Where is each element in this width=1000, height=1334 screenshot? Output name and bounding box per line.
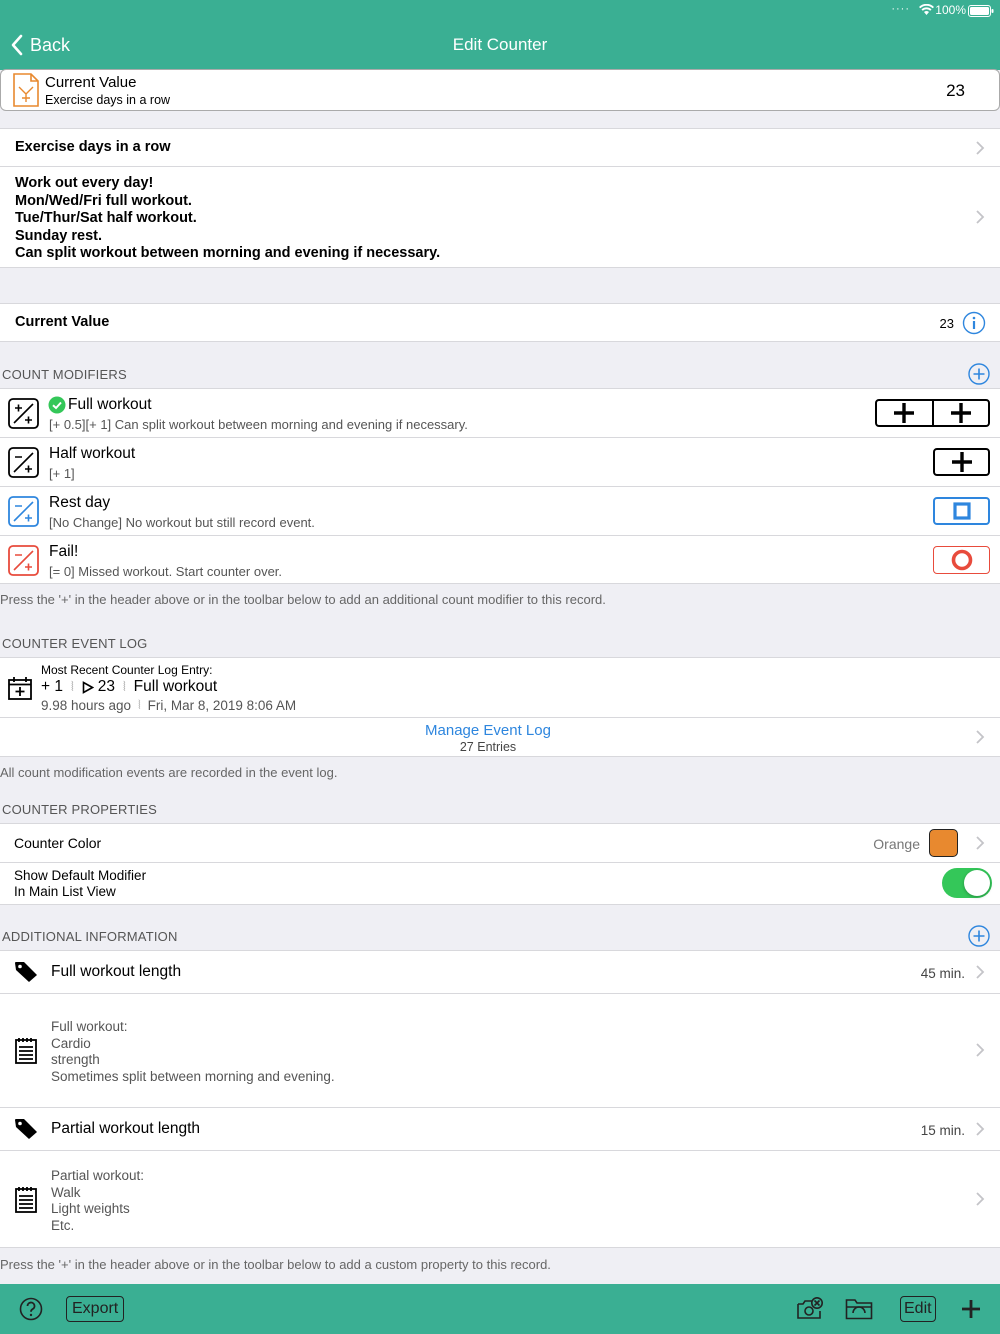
tag-icon [14, 961, 38, 988]
description-line: Can split workout between morning and evening if necessary. [15, 245, 441, 261]
question-icon [19, 1297, 43, 1321]
square-icon [953, 502, 971, 520]
note-line: Full workout: [51, 1019, 128, 1034]
modifier-name: Rest day [49, 494, 111, 511]
tag-icon [14, 1118, 38, 1145]
event-log-footer: All count modification events are recorded in the event log. [0, 765, 338, 780]
modifier-buttons [933, 448, 990, 476]
circle-icon [951, 549, 973, 571]
bottom-toolbar [0, 1284, 1000, 1334]
note-icon [15, 1037, 37, 1069]
note-line: Walk [51, 1184, 81, 1200]
modifier-name: Full workout [68, 396, 152, 413]
count-modifiers-header: COUNT MODIFIERS [2, 367, 127, 382]
chevron-right-icon [974, 1189, 986, 1209]
play-icon [82, 681, 94, 694]
show-default-toggle[interactable] [942, 868, 992, 898]
modifier-name: Fail! [49, 543, 79, 560]
log-date: Fri, Mar 8, 2019 8:06 AM [147, 698, 297, 713]
property-note [51, 1168, 144, 1234]
show-default-modifier-row [0, 863, 1000, 905]
recent-entry-line [41, 678, 217, 696]
separator-icon: ⦚ [70, 679, 74, 694]
summary-title: Current Value [45, 74, 137, 91]
modifier-icon [8, 398, 39, 434]
camera-delete-button[interactable] [796, 1297, 824, 1326]
description-line: Work out every day! [15, 175, 154, 191]
chevron-right-icon [974, 833, 986, 853]
note-line: strength [51, 1052, 100, 1067]
property-row[interactable] [0, 951, 1000, 993]
plus-circle-icon [968, 925, 990, 947]
separator-icon: ⦚ [122, 679, 126, 694]
summary-card [0, 69, 1000, 111]
signal-dots-icon: ···· [891, 3, 910, 15]
chevron-right-icon [974, 138, 986, 158]
note-icon [15, 1186, 37, 1218]
modifier-row[interactable] [0, 536, 1000, 584]
page-title: Edit Counter [452, 35, 548, 54]
additional-info-header: ADDITIONAL INFORMATION [2, 929, 178, 944]
note-line: Etc. [51, 1217, 75, 1233]
modifier-icon [8, 545, 39, 581]
record-description-row[interactable] [0, 167, 1000, 267]
modifier-detail: [No Change] No workout but still record event. [49, 515, 315, 530]
counter-color-label: Counter Color [14, 835, 102, 851]
status-bar [0, 0, 1000, 20]
recent-label: Most Recent Counter Log Entry: [41, 663, 213, 677]
record-section [0, 128, 1000, 268]
modifier-icon [8, 447, 39, 483]
increment-one-button[interactable] [932, 401, 989, 425]
current-value-row [0, 303, 1000, 342]
modifier-buttons [875, 399, 990, 427]
additional-footer: Press the '+' in the header above or in the toolbar below to add a custom property to this record. [0, 1257, 551, 1272]
note-line: Sometimes split between morning and evening. [51, 1068, 335, 1084]
plus-circle-icon [968, 363, 990, 385]
property-title: Full workout length [51, 963, 182, 980]
counter-color-row[interactable] [0, 824, 1000, 862]
result-value: 23 [97, 678, 115, 695]
modifiers-footer: Press the '+' in the header above or in the toolbar below to add an additional count modifier to this record. [0, 592, 606, 607]
add-modifier-button[interactable] [968, 363, 990, 385]
modifier-detail: [+ 1] [49, 466, 75, 481]
property-title: Partial workout length [51, 1120, 201, 1137]
chevron-right-icon [974, 727, 986, 747]
time-ago: 9.98 hours ago [41, 698, 132, 713]
summary-subtitle: Exercise days in a row [45, 93, 171, 107]
toggle-knob [964, 870, 990, 896]
chevron-right-icon [974, 1119, 986, 1139]
label-line: Show Default Modifier [14, 868, 147, 883]
recent-log-entry [0, 658, 1000, 717]
plus-icon [950, 402, 972, 424]
chevron-right-icon [974, 1040, 986, 1060]
property-value: 15 min. [920, 1123, 965, 1138]
show-default-label [14, 868, 146, 900]
record-description [15, 175, 440, 263]
additional-info-section [0, 950, 1000, 1248]
delta-value: + 1 [41, 678, 63, 695]
property-note [51, 1019, 335, 1085]
label-line: In Main List View [14, 884, 116, 899]
battery-percent: 100% [935, 3, 966, 17]
modifier-detail: [+ 0.5][+ 1] Can split workout between morning and evening if necessary. [49, 417, 468, 432]
folder-icon [845, 1297, 873, 1321]
navigation-bar [0, 20, 1000, 70]
plus-icon [893, 402, 915, 424]
counter-properties-header: COUNTER PROPERTIES [2, 802, 158, 817]
modifier-list [0, 388, 1000, 584]
modifier-name: Half workout [49, 445, 136, 462]
modifier-row[interactable] [0, 389, 1000, 437]
plus-icon [961, 1299, 981, 1319]
separator-icon: ⦚ [138, 698, 141, 712]
property-value: 45 min. [920, 966, 965, 981]
calendar-icon [8, 676, 32, 705]
property-note-row[interactable] [0, 1151, 1000, 1248]
info-icon[interactable] [962, 311, 986, 340]
description-line: Tue/Thur/Sat half workout. [15, 210, 197, 226]
plus-icon [951, 451, 973, 473]
record-name-row[interactable] [0, 128, 1000, 166]
back-label: Back [30, 34, 71, 55]
increment-one-button[interactable] [935, 450, 988, 474]
record-name: Exercise days in a row [15, 139, 171, 155]
camera-delete-icon [796, 1297, 824, 1321]
add-property-button[interactable] [968, 925, 990, 947]
log-modifier-name: Full workout [133, 678, 218, 695]
description-line: Sunday rest. [15, 227, 103, 244]
event-log-section [0, 657, 1000, 757]
modifier-row[interactable] [0, 438, 1000, 486]
chevron-right-icon [974, 962, 986, 982]
increment-half-button[interactable] [877, 401, 932, 425]
manage-label: Manage Event Log [425, 722, 551, 739]
event-log-header: COUNTER EVENT LOG [2, 636, 148, 651]
folder-button[interactable] [845, 1297, 873, 1326]
edit-button[interactable]: Edit [900, 1296, 936, 1322]
color-swatch [929, 829, 958, 857]
default-check-icon [48, 396, 66, 419]
properties-section [0, 823, 1000, 905]
reset-button[interactable] [933, 546, 990, 574]
summary-value: 23 [946, 81, 965, 100]
modifier-icon [8, 496, 39, 532]
recent-entry-time [41, 698, 296, 713]
no-change-button[interactable] [933, 497, 990, 525]
modifier-row[interactable] [0, 487, 1000, 535]
description-line: Mon/Wed/Fri full workout. [15, 192, 192, 209]
chevron-right-icon [974, 207, 986, 227]
add-button[interactable] [961, 1299, 981, 1324]
note-line: Partial workout: [51, 1168, 145, 1183]
property-note-row[interactable] [0, 994, 1000, 1107]
entries-count: 27 Entries [459, 740, 517, 754]
counter-icon [12, 73, 40, 112]
manage-event-log-button[interactable] [0, 718, 1000, 757]
note-line: Light weights [51, 1201, 130, 1216]
note-line: Cardio [51, 1035, 91, 1051]
current-value-number: 23 [939, 316, 954, 331]
help-button[interactable] [19, 1297, 43, 1326]
current-value-label: Current Value [15, 314, 110, 330]
modifier-detail: [= 0] Missed workout. Start counter over. [49, 564, 283, 579]
counter-color-value: Orange [873, 836, 920, 852]
wifi-icon [919, 3, 934, 21]
export-button[interactable]: Export [66, 1296, 124, 1322]
property-row[interactable] [0, 1108, 1000, 1150]
